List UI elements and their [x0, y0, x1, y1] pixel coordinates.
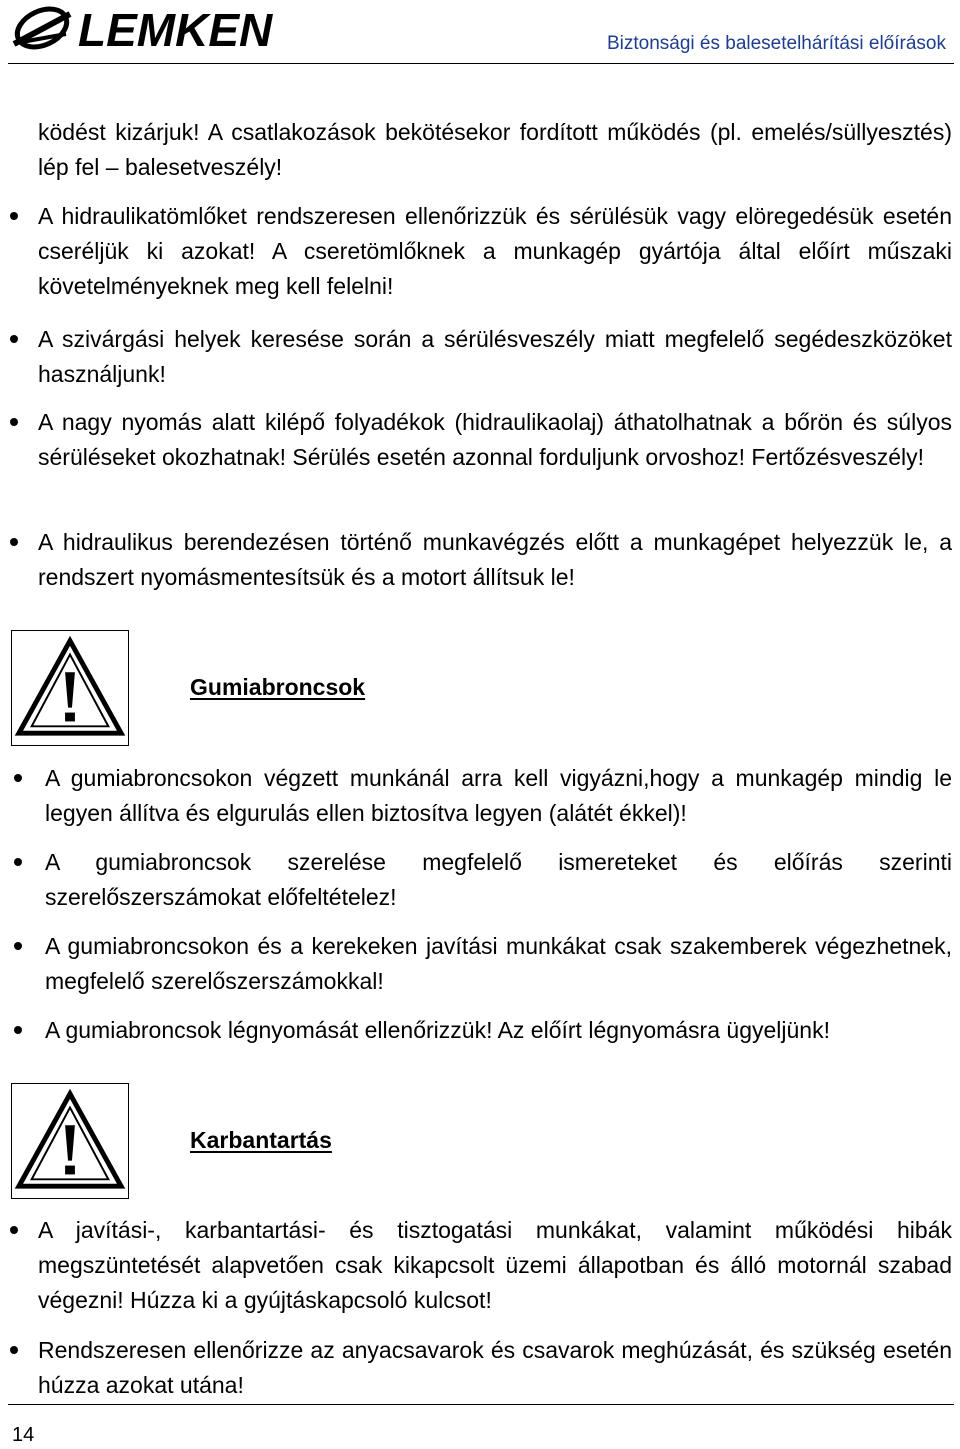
list-item: A gumiabroncsok légnyomását ellenőrizzük! Az előírt légnyomásra ügyeljünk!	[45, 1017, 830, 1043]
warning-triangle-icon	[12, 631, 128, 745]
list-item: A hidraulikatömlőket rendszeresen ellenőrizzük és sérülésük vagy elöregedésük esetén cseréljük ki azokat! A cseretömlőknek a munkagép gyártója által előírt műszaki követelményeknek meg kell felelni!	[38, 203, 952, 299]
bullet-icon	[10, 538, 18, 546]
page-number: 14	[12, 1424, 35, 1446]
bullet-icon	[10, 1226, 18, 1234]
list-item: A gumiabroncsokon és a kerekeken javítási munkákat csak szakemberek végezhetnek, megfelelő szerelőszerszámokkal!	[45, 933, 952, 994]
bullet-icon	[14, 942, 22, 950]
logo-wordmark: LEMKEN	[78, 4, 273, 54]
bullet-icon	[14, 1026, 22, 1034]
list-item: Rendszeresen ellenőrizze az anyacsavarok és csavarok meghúzását, és szükség esetén húzza azokat utána!	[38, 1337, 952, 1398]
warning-triangle-icon	[12, 1084, 128, 1198]
header-divider	[8, 63, 954, 64]
list-item: A nagy nyomás alatt kilépő folyadékok (hidraulikaolaj) áthatolhatnak a bőrön és súlyos sérüléseket okozhatnak! Sérülés esetén azonnal forduljunk orvoshoz! Fertőzésveszély!	[38, 409, 952, 470]
list-item: A gumiabroncsokon végzett munkánál arra kell vigyázni,hogy a munkagép mindig le legyen állítva és elgurulás ellen biztosítva legyen (alátét ékkel)!	[45, 765, 952, 826]
list-item: A javítási-, karbantartási- és tisztogatási munkákat, valamint működési hibák megszüntetését alapvetően csak kikapcsolt üzemi állapotban és álló motornál szabad végezni! Húzza ki a gyújtáskapcsoló kulcsot!	[38, 1217, 952, 1313]
document-section-title: Biztonsági és balesetelhárítási előírások	[606, 33, 946, 54]
warning-box	[11, 630, 129, 746]
footer-divider	[8, 1404, 954, 1405]
lemken-logo	[8, 4, 298, 54]
warning-box	[11, 1083, 129, 1199]
page-header	[0, 0, 960, 70]
bullet-icon	[10, 335, 18, 343]
continuation-paragraph: ködést kizárjuk! A csatlakozások bekötésekor fordított működés (pl. emelés/süllyesztés) lép fel – balesetveszély!	[38, 119, 952, 180]
lemken-logo-icon	[8, 4, 298, 54]
bullet-icon	[14, 774, 22, 782]
bullet-icon	[10, 1346, 18, 1354]
list-item: A gumiabroncsok szerelése megfelelő ismereteket és előírás szerinti szerelőszerszámokat előfeltételez!	[45, 849, 952, 910]
bullet-icon	[10, 212, 18, 220]
section-title-gumiabroncsok: Gumiabroncsok	[190, 674, 366, 700]
section-title-karbantartas: Karbantartás	[190, 1127, 332, 1153]
bullet-icon	[10, 418, 18, 426]
list-item: A hidraulikus berendezésen történő munkavégzés előtt a munkagépet helyezzük le, a rendszert nyomásmentesítsük és a motort állítsuk le!	[38, 529, 952, 590]
list-item: A szivárgási helyek keresése során a sérülésveszély miatt megfelelő segédeszközöket használjunk!	[38, 326, 952, 387]
bullet-icon	[14, 858, 22, 866]
